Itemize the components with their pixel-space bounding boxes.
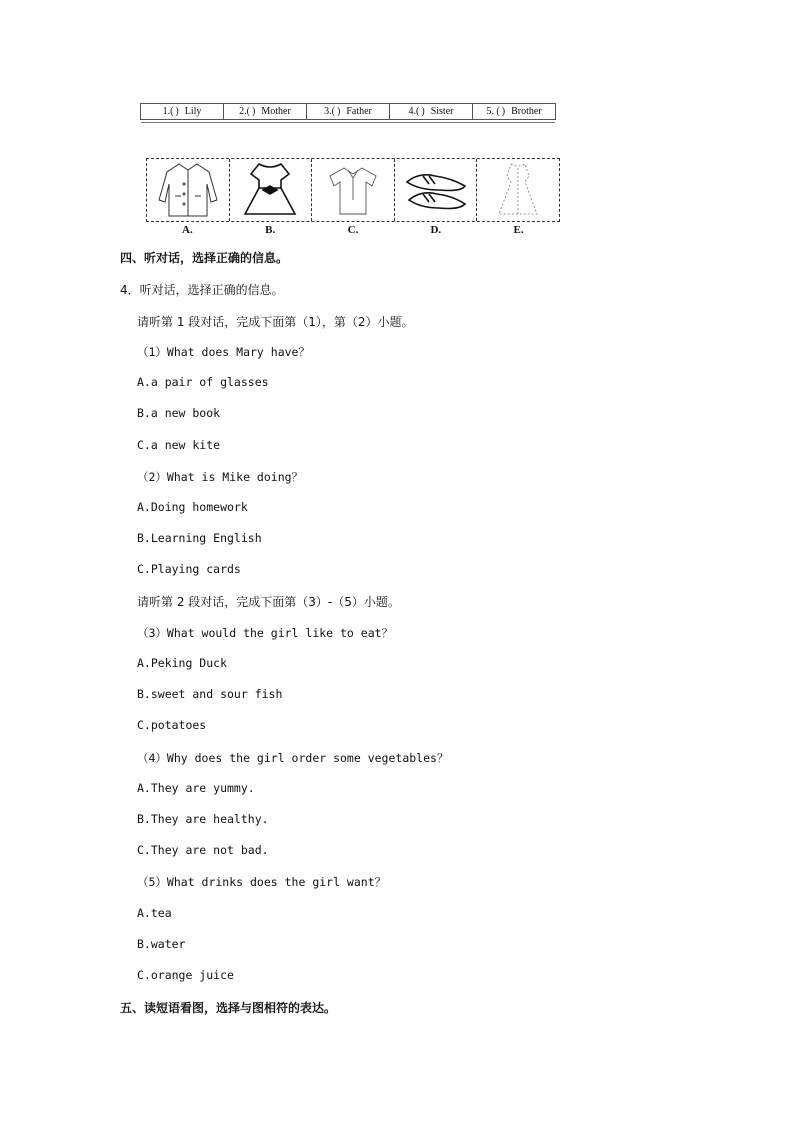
answer-blank[interactable]: ) bbox=[336, 106, 341, 117]
question-4-option-c[interactable]: C.They are not bad. bbox=[137, 843, 269, 857]
question-5: （5）What drinks does the girl want？ bbox=[137, 875, 387, 889]
shirt-icon bbox=[316, 160, 390, 220]
shoes-icon bbox=[399, 160, 473, 220]
picture-b bbox=[230, 159, 313, 221]
matching-number: 1.( bbox=[162, 106, 174, 117]
picture-e bbox=[477, 159, 559, 221]
matching-cell-3 bbox=[307, 104, 390, 119]
picture-c bbox=[312, 159, 395, 221]
question-4-option-a[interactable]: A.They are yummy. bbox=[137, 781, 255, 795]
picture-label-e: E. bbox=[513, 224, 524, 236]
dress-icon bbox=[233, 160, 307, 220]
dialog-1-intro: 请听第 1 段对话，完成下面第（1），第（2）小题。 bbox=[137, 315, 414, 329]
picture-label-a: A. bbox=[182, 224, 193, 236]
matching-cell-2 bbox=[224, 104, 307, 119]
picture-a bbox=[147, 159, 230, 221]
clothing-pictures bbox=[146, 158, 560, 222]
picture-d bbox=[395, 159, 478, 221]
matching-table bbox=[140, 103, 556, 120]
matching-number: 5. ( bbox=[486, 106, 500, 117]
matching-number: 4.( bbox=[408, 106, 420, 117]
question-1-option-c[interactable]: C.a new kite bbox=[137, 438, 221, 452]
question-1-option-a[interactable]: A.a pair of glasses bbox=[137, 375, 269, 389]
matching-word: Sister bbox=[430, 106, 454, 117]
question-4-title: 4．听对话，选择正确的信息。 bbox=[120, 283, 284, 297]
question-2-option-c[interactable]: C.Playing cards bbox=[137, 562, 241, 576]
picture-label-c: C. bbox=[347, 224, 359, 236]
section-4-title: 四、听对话，选择正确的信息。 bbox=[120, 251, 289, 265]
question-2-option-a[interactable]: A.Doing homework bbox=[137, 500, 248, 514]
matching-number: 3.( bbox=[324, 106, 335, 117]
matching-word: Mother bbox=[261, 106, 291, 117]
question-4: （4）Why does the girl order some vegetables？ bbox=[137, 751, 449, 765]
question-5-option-a[interactable]: A.tea bbox=[137, 906, 172, 920]
question-2: （2）What is Mike doing？ bbox=[137, 470, 304, 484]
answer-blank[interactable]: ) bbox=[252, 106, 256, 117]
picture-label-d: D. bbox=[430, 224, 442, 236]
gown-icon bbox=[481, 160, 555, 220]
matching-cell-5 bbox=[473, 104, 555, 119]
answer-blank[interactable]: ) bbox=[421, 106, 425, 117]
question-3: （3）What would the girl like to eat？ bbox=[137, 626, 394, 640]
answer-blank[interactable]: ) bbox=[501, 106, 506, 117]
question-5-option-c[interactable]: C.orange juice bbox=[137, 968, 234, 982]
picture-label-b: B. bbox=[265, 224, 276, 236]
matching-word: Father bbox=[346, 106, 372, 117]
coat-icon bbox=[151, 160, 225, 220]
matching-cell-4 bbox=[390, 104, 473, 119]
matching-cell-1 bbox=[141, 104, 224, 119]
question-3-option-c[interactable]: C.potatoes bbox=[137, 718, 207, 732]
picture-labels bbox=[146, 224, 560, 238]
question-1-option-b[interactable]: B.a new book bbox=[137, 406, 221, 420]
question-5-option-b[interactable]: B.water bbox=[137, 937, 186, 951]
matching-word: Brother bbox=[511, 106, 542, 117]
section-5-title: 五、读短语看图，选择与图相符的表达。 bbox=[120, 1001, 337, 1015]
answer-blank[interactable]: ) bbox=[175, 106, 179, 117]
question-1: （1）What does Mary have？ bbox=[137, 345, 310, 359]
dialog-2-intro: 请听第 2 段对话，完成下面第（3）-（5）小题。 bbox=[137, 595, 400, 609]
question-2-option-b[interactable]: B.Learning English bbox=[137, 531, 262, 545]
question-3-option-b[interactable]: B.sweet and sour fish bbox=[137, 687, 283, 701]
matching-word: Lily bbox=[184, 106, 202, 117]
question-3-option-a[interactable]: A.Peking Duck bbox=[137, 656, 228, 670]
question-4-option-b[interactable]: B.They are healthy. bbox=[137, 812, 269, 826]
matching-number: 2.( bbox=[239, 106, 251, 117]
